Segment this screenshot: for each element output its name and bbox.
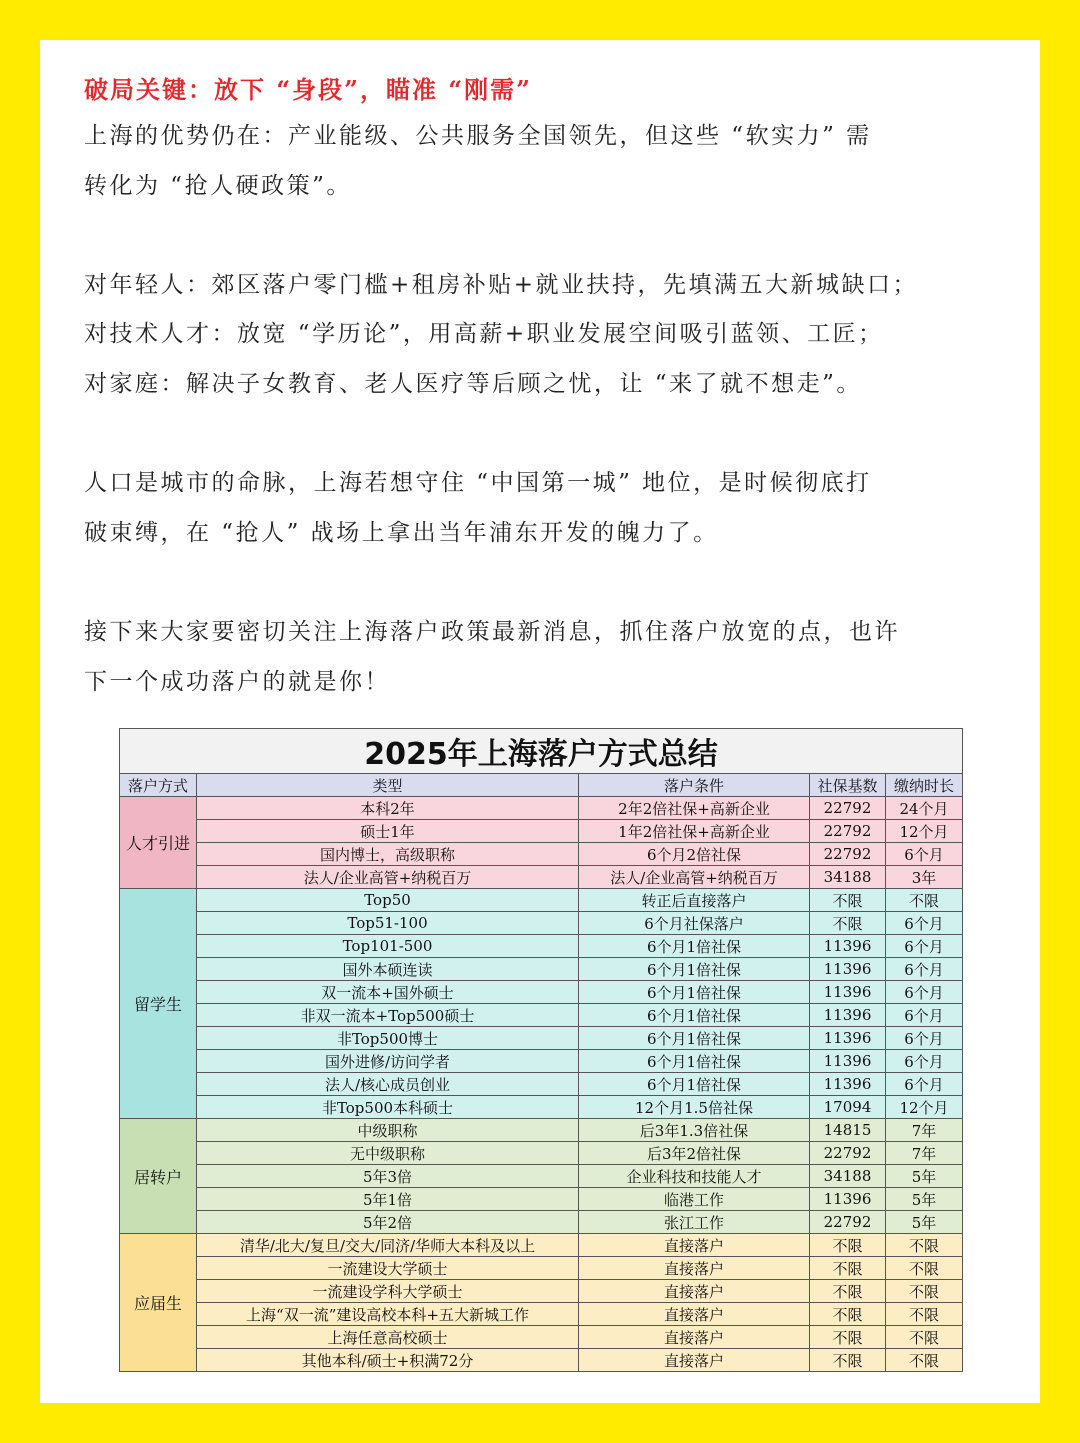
condition-cell: 法人/企业高管+纳税百万 xyxy=(579,866,810,889)
base-cell: 11396 xyxy=(810,1188,886,1211)
type-cell: 5年3倍 xyxy=(197,1165,579,1188)
duration-cell: 5年 xyxy=(886,1165,963,1188)
base-cell: 不限 xyxy=(810,1234,886,1257)
category-cell: 应届生 xyxy=(120,1234,197,1372)
condition-cell: 6个月2倍社保 xyxy=(579,843,810,866)
base-cell: 11396 xyxy=(810,1004,886,1027)
settlement-table xyxy=(119,728,963,1372)
type-cell: 清华/北大/复旦/交大/同济/华师大本科及以上 xyxy=(197,1234,579,1257)
base-cell: 34188 xyxy=(810,1165,886,1188)
duration-cell: 不限 xyxy=(886,889,963,912)
type-cell: 非Top500博士 xyxy=(197,1027,579,1050)
duration-cell: 6个月 xyxy=(886,1004,963,1027)
table-row xyxy=(120,981,963,1004)
condition-cell: 6个月1倍社保 xyxy=(579,935,810,958)
settlement-table-wrapper xyxy=(119,728,962,1372)
type-cell: 一流建设大学硕士 xyxy=(197,1257,579,1280)
table-row xyxy=(120,1050,963,1073)
table-row xyxy=(120,1027,963,1050)
base-cell: 14815 xyxy=(810,1119,886,1142)
duration-cell: 不限 xyxy=(886,1303,963,1326)
table-row xyxy=(120,1257,963,1280)
table-row xyxy=(120,1096,963,1119)
condition-cell: 后3年2倍社保 xyxy=(579,1142,810,1165)
type-cell: 其他本科/硕士+积满72分 xyxy=(197,1349,579,1372)
type-cell: 国内博士，高级职称 xyxy=(197,843,579,866)
table-title: 2025年上海落户方式总结 xyxy=(120,729,963,774)
base-cell: 不限 xyxy=(810,1257,886,1280)
condition-cell: 转正后直接落户 xyxy=(579,889,810,912)
table-row xyxy=(120,1349,963,1372)
condition-cell: 临港工作 xyxy=(579,1188,810,1211)
base-cell: 11396 xyxy=(810,1050,886,1073)
type-cell: 本科2年 xyxy=(197,797,579,820)
duration-cell: 不限 xyxy=(886,1349,963,1372)
type-cell: Top51-100 xyxy=(197,912,579,935)
paragraph-line: 接下来大家要密切关注上海落户政策最新消息，抓住落户放宽的点，也许 xyxy=(84,618,900,645)
table-row xyxy=(120,889,963,912)
base-cell: 不限 xyxy=(810,1326,886,1349)
table-row xyxy=(120,1004,963,1027)
condition-cell: 直接落户 xyxy=(579,1280,810,1303)
condition-cell: 6个月1倍社保 xyxy=(579,958,810,981)
type-cell: 国外本硕连读 xyxy=(197,958,579,981)
base-cell: 不限 xyxy=(810,1280,886,1303)
base-cell: 不限 xyxy=(810,1349,886,1372)
paragraph-line: 对年轻人：郊区落户零门槛+租房补贴+就业扶持，先填满五大新城缺口； xyxy=(84,271,919,298)
duration-cell: 6个月 xyxy=(886,912,963,935)
condition-cell: 2年2倍社保+高新企业 xyxy=(579,797,810,820)
condition-cell: 1年2倍社保+高新企业 xyxy=(579,820,810,843)
type-cell: 上海“双一流”建设高校本科+五大新城工作 xyxy=(197,1303,579,1326)
condition-cell: 企业科技和技能人才 xyxy=(579,1165,810,1188)
condition-cell: 直接落户 xyxy=(579,1234,810,1257)
paragraph-line: 破束缚，在 “抢人” 战场上拿出当年浦东开发的魄力了。 xyxy=(84,519,719,546)
duration-cell: 7年 xyxy=(886,1142,963,1165)
type-cell: 法人/核心成员创业 xyxy=(197,1073,579,1096)
table-row xyxy=(120,1303,963,1326)
type-cell: 法人/企业高管+纳税百万 xyxy=(197,866,579,889)
content-card xyxy=(40,40,1040,1403)
duration-cell: 3年 xyxy=(886,866,963,889)
type-cell: 中级职称 xyxy=(197,1119,579,1142)
table-row xyxy=(120,820,963,843)
table-header-row xyxy=(120,774,963,797)
type-cell: 5年2倍 xyxy=(197,1211,579,1234)
condition-cell: 直接落户 xyxy=(579,1303,810,1326)
duration-cell: 6个月 xyxy=(886,843,963,866)
table-row xyxy=(120,1073,963,1096)
base-cell: 22792 xyxy=(810,1142,886,1165)
condition-cell: 后3年1.3倍社保 xyxy=(579,1119,810,1142)
table-row xyxy=(120,958,963,981)
duration-cell: 6个月 xyxy=(886,1027,963,1050)
table-row xyxy=(120,935,963,958)
category-cell: 居转户 xyxy=(120,1119,197,1234)
type-cell: 无中级职称 xyxy=(197,1142,579,1165)
table-row xyxy=(120,1234,963,1257)
table-row xyxy=(120,1119,963,1142)
condition-cell: 6个月1倍社保 xyxy=(579,1050,810,1073)
duration-cell: 12个月 xyxy=(886,1096,963,1119)
header-type: 类型 xyxy=(197,774,579,797)
base-cell: 11396 xyxy=(810,1027,886,1050)
type-cell: 硕士1年 xyxy=(197,820,579,843)
duration-cell: 24个月 xyxy=(886,797,963,820)
base-cell: 22792 xyxy=(810,1211,886,1234)
article xyxy=(84,68,1004,707)
paragraph-line: 上海的优势仍在：产业能级、公共服务全国领先，但这些 “软实力” 需 xyxy=(84,123,872,149)
table-row xyxy=(120,1211,963,1234)
duration-cell: 6个月 xyxy=(886,1073,963,1096)
table-row xyxy=(120,912,963,935)
base-cell: 22792 xyxy=(810,820,886,843)
table-row xyxy=(120,1280,963,1303)
paragraph-line: 对技术人才：放宽 “学历论”，用高薪+职业发展空间吸引蓝领、工匠； xyxy=(84,321,884,348)
base-cell: 22792 xyxy=(810,797,886,820)
condition-cell: 直接落户 xyxy=(579,1349,810,1372)
base-cell: 不限 xyxy=(810,1303,886,1326)
table-row xyxy=(120,843,963,866)
type-cell: 一流建设学科大学硕士 xyxy=(197,1280,579,1303)
type-cell: 5年1倍 xyxy=(197,1188,579,1211)
condition-cell: 6个月1倍社保 xyxy=(579,1027,810,1050)
base-cell: 不限 xyxy=(810,912,886,935)
condition-cell: 直接落户 xyxy=(579,1257,810,1280)
base-cell: 11396 xyxy=(810,981,886,1004)
type-cell: 国外进修/访问学者 xyxy=(197,1050,579,1073)
header-base: 社保基数 xyxy=(810,774,886,797)
section-heading: 破局关键：放下 “身段”，瞄准 “刚需” xyxy=(84,75,532,104)
header-method: 落户方式 xyxy=(120,774,197,797)
duration-cell: 6个月 xyxy=(886,1050,963,1073)
base-cell: 11396 xyxy=(810,935,886,958)
duration-cell: 不限 xyxy=(886,1234,963,1257)
category-cell: 人才引进 xyxy=(120,797,197,889)
duration-cell: 7年 xyxy=(886,1119,963,1142)
condition-cell: 6个月1倍社保 xyxy=(579,1004,810,1027)
type-cell: Top101-500 xyxy=(197,935,579,958)
duration-cell: 12个月 xyxy=(886,820,963,843)
condition-cell: 12个月1.5倍社保 xyxy=(579,1096,810,1119)
duration-cell: 5年 xyxy=(886,1211,963,1234)
header-condition: 落户条件 xyxy=(579,774,810,797)
duration-cell: 6个月 xyxy=(886,958,963,981)
duration-cell: 不限 xyxy=(886,1257,963,1280)
table-row xyxy=(120,1142,963,1165)
table-row xyxy=(120,797,963,820)
paragraph-line: 人口是城市的命脉，上海若想守住 “中国第一城” 地位，是时候彻底打 xyxy=(84,470,872,497)
category-cell: 留学生 xyxy=(120,889,197,1119)
type-cell: 上海任意高校硕士 xyxy=(197,1326,579,1349)
paragraph-line: 下一个成功落户的就是你！ xyxy=(84,668,390,695)
condition-cell: 6个月1倍社保 xyxy=(579,981,810,1004)
paragraph-line: 对家庭：解决子女教育、老人医疗等后顾之忧，让 “来了就不想走”。 xyxy=(84,370,862,397)
duration-cell: 5年 xyxy=(886,1188,963,1211)
type-cell: Top50 xyxy=(197,889,579,912)
duration-cell: 6个月 xyxy=(886,981,963,1004)
base-cell: 17094 xyxy=(810,1096,886,1119)
type-cell: 双一流本+国外硕士 xyxy=(197,981,579,1004)
table-row xyxy=(120,1326,963,1349)
type-cell: 非双一流本+Top500硕士 xyxy=(197,1004,579,1027)
base-cell: 22792 xyxy=(810,843,886,866)
duration-cell: 6个月 xyxy=(886,935,963,958)
paragraph-line: 转化为 “抢人硬政策”。 xyxy=(84,172,352,199)
table-body xyxy=(120,797,963,1372)
condition-cell: 张江工作 xyxy=(579,1211,810,1234)
header-duration: 缴纳时长 xyxy=(886,774,963,797)
duration-cell: 不限 xyxy=(886,1326,963,1349)
condition-cell: 直接落户 xyxy=(579,1326,810,1349)
base-cell: 11396 xyxy=(810,958,886,981)
base-cell: 不限 xyxy=(810,889,886,912)
table-row xyxy=(120,1188,963,1211)
condition-cell: 6个月1倍社保 xyxy=(579,1073,810,1096)
duration-cell: 不限 xyxy=(886,1280,963,1303)
table-row xyxy=(120,866,963,889)
table-row xyxy=(120,1165,963,1188)
condition-cell: 6个月社保落户 xyxy=(579,912,810,935)
base-cell: 34188 xyxy=(810,866,886,889)
base-cell: 11396 xyxy=(810,1073,886,1096)
type-cell: 非Top500本科硕士 xyxy=(197,1096,579,1119)
